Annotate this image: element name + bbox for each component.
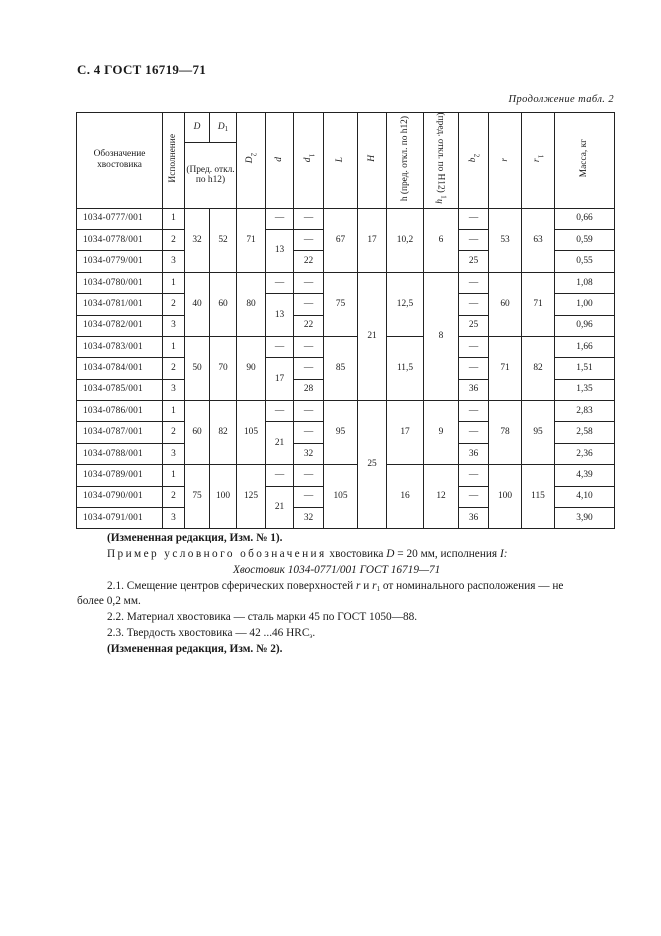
d1-cell: 22 bbox=[294, 315, 324, 336]
header-designation: Обозначение хвостовика bbox=[77, 113, 163, 209]
mass-cell: 2,36 bbox=[555, 443, 615, 464]
d-cell: 13 bbox=[266, 229, 294, 272]
h1-cell: 12 bbox=[424, 465, 459, 529]
d1-cell: — bbox=[294, 208, 324, 229]
d-cell: — bbox=[266, 465, 294, 486]
designation-cell: 1034-0785/001 bbox=[77, 379, 163, 400]
D2-cell: 90 bbox=[237, 336, 266, 400]
b2-cell: — bbox=[459, 422, 489, 443]
header-H: H bbox=[358, 113, 387, 209]
example-lead: Пример условного обозначения bbox=[107, 548, 327, 560]
designation-cell: 1034-0786/001 bbox=[77, 401, 163, 422]
table-row bbox=[77, 336, 615, 357]
L-cell: 95 bbox=[324, 401, 358, 465]
d1-cell: — bbox=[294, 229, 324, 250]
r-cell: 60 bbox=[489, 272, 522, 336]
d1-cell: — bbox=[294, 336, 324, 357]
L-cell: 85 bbox=[324, 336, 358, 400]
execution-cell: 1 bbox=[163, 336, 185, 357]
designation-cell: 1034-0783/001 bbox=[77, 336, 163, 357]
header-L: L bbox=[324, 113, 358, 209]
b2-cell: — bbox=[459, 465, 489, 486]
designation-cell: 1034-0780/001 bbox=[77, 272, 163, 293]
h-cell: 16 bbox=[387, 465, 424, 529]
header-D: D bbox=[185, 113, 210, 143]
execution-cell: 1 bbox=[163, 272, 185, 293]
h1-cell: 9 bbox=[424, 401, 459, 465]
header-execution: Исполнение bbox=[163, 113, 185, 209]
d-cell: 13 bbox=[266, 294, 294, 337]
d1-cell: — bbox=[294, 486, 324, 507]
execution-cell: 3 bbox=[163, 251, 185, 272]
L-cell: 67 bbox=[324, 208, 358, 272]
mass-cell: 0,55 bbox=[555, 251, 615, 272]
D-cell: 75 bbox=[185, 465, 210, 529]
table-row bbox=[77, 272, 615, 293]
d1-cell: — bbox=[294, 465, 324, 486]
d1-cell: 22 bbox=[294, 251, 324, 272]
D-cell: 32 bbox=[185, 208, 210, 272]
item-2-2: 2.2. Материал хвостовика — сталь марки 45 по ГОСТ 1050—88. bbox=[107, 611, 418, 623]
H-cell: 21 bbox=[358, 272, 387, 400]
d-cell: — bbox=[266, 272, 294, 293]
execution-cell: 2 bbox=[163, 229, 185, 250]
h-cell: 10,2 bbox=[387, 208, 424, 272]
D1-cell: 100 bbox=[210, 465, 237, 529]
header-h1: h1 (пред. откл. по H12) bbox=[424, 113, 459, 209]
header-d: d bbox=[266, 113, 294, 209]
example-tail-b: = 20 мм, исполнения bbox=[397, 548, 498, 560]
b2-cell: 36 bbox=[459, 379, 489, 400]
header-mass: Масса, кг bbox=[555, 113, 615, 209]
header-h: h (пред. откл. по h12) bbox=[387, 113, 424, 209]
b2-cell: 25 bbox=[459, 315, 489, 336]
designation-cell: 1034-0788/001 bbox=[77, 443, 163, 464]
D1-cell: 70 bbox=[210, 336, 237, 400]
revision-note-1: (Измененная редакция, Изм. № 1). bbox=[107, 532, 283, 544]
d-cell: 17 bbox=[266, 358, 294, 401]
mass-cell: 3,90 bbox=[555, 508, 615, 529]
item-2-3: 2.3. Твердость хвостовика — 42 ...46 $HRC_э$. bbox=[107, 627, 316, 640]
b2-cell: — bbox=[459, 229, 489, 250]
designation-cell: 1034-0779/001 bbox=[77, 251, 163, 272]
mass-cell: 1,08 bbox=[555, 272, 615, 293]
d-cell: — bbox=[266, 401, 294, 422]
mass-cell: 4,39 bbox=[555, 465, 615, 486]
H-cell: 25 bbox=[358, 401, 387, 529]
b2-cell: 36 bbox=[459, 508, 489, 529]
d1-cell: 32 bbox=[294, 508, 324, 529]
r-cell: 78 bbox=[489, 401, 522, 465]
mass-cell: 1,51 bbox=[555, 358, 615, 379]
D1-cell: 52 bbox=[210, 208, 237, 272]
revision-note-2: (Измененная редакция, Изм. № 2). bbox=[107, 643, 283, 655]
execution-cell: 2 bbox=[163, 294, 185, 315]
header-b2: b2 bbox=[459, 113, 489, 209]
D2-cell: 125 bbox=[237, 465, 266, 529]
d1-cell: 32 bbox=[294, 443, 324, 464]
shank-dimensions-table bbox=[76, 112, 615, 529]
designation-cell: 1034-0778/001 bbox=[77, 229, 163, 250]
D1-cell: 82 bbox=[210, 401, 237, 465]
execution-cell: 3 bbox=[163, 443, 185, 464]
header-r1: r1 bbox=[522, 113, 555, 209]
execution-cell: 1 bbox=[163, 465, 185, 486]
mass-cell: 0,59 bbox=[555, 229, 615, 250]
D-cell: 40 bbox=[185, 272, 210, 336]
d-cell: 21 bbox=[266, 486, 294, 529]
mass-cell: 1,35 bbox=[555, 379, 615, 400]
h-cell: 11,5 bbox=[387, 336, 424, 400]
designation-cell: 1034-0784/001 bbox=[77, 358, 163, 379]
designation-cell: 1034-0787/001 bbox=[77, 422, 163, 443]
r1-cell: 82 bbox=[522, 336, 555, 400]
execution-cell: 2 bbox=[163, 422, 185, 443]
execution-cell: 3 bbox=[163, 315, 185, 336]
designation-cell: 1034-0789/001 bbox=[77, 465, 163, 486]
example-var-D: D bbox=[386, 548, 395, 560]
r-cell: 71 bbox=[489, 336, 522, 400]
D-cell: 60 bbox=[185, 401, 210, 465]
h-cell: 12,5 bbox=[387, 272, 424, 336]
d-cell: — bbox=[266, 336, 294, 357]
mass-cell: 4,10 bbox=[555, 486, 615, 507]
r1-cell: 95 bbox=[522, 401, 555, 465]
r1-cell: 63 bbox=[522, 208, 555, 272]
h1-cell: 6 bbox=[424, 208, 459, 272]
D2-cell: 105 bbox=[237, 401, 266, 465]
execution-cell: 1 bbox=[163, 401, 185, 422]
H-cell: 17 bbox=[358, 208, 387, 272]
r1-cell: 115 bbox=[522, 465, 555, 529]
b2-cell: — bbox=[459, 358, 489, 379]
r1-cell: 71 bbox=[522, 272, 555, 336]
header-D2: D2 bbox=[237, 113, 266, 209]
header-r: r bbox=[489, 113, 522, 209]
b2-cell: — bbox=[459, 336, 489, 357]
L-cell: 105 bbox=[324, 465, 358, 529]
h1-cell: 8 bbox=[424, 272, 459, 400]
header-D-tolerance: (Пред. откл. по h12) bbox=[185, 143, 237, 208]
mass-cell: 0,66 bbox=[555, 208, 615, 229]
d1-cell: — bbox=[294, 272, 324, 293]
d-cell: 21 bbox=[266, 422, 294, 465]
b2-cell: 25 bbox=[459, 251, 489, 272]
b2-cell: — bbox=[459, 294, 489, 315]
mass-cell: 1,66 bbox=[555, 336, 615, 357]
item-2-1: 2.1. Смещение центров сферических поверхностей r и $r_1$ от номинального расположения — не bbox=[107, 580, 564, 593]
r-cell: 100 bbox=[489, 465, 522, 529]
D2-cell: 80 bbox=[237, 272, 266, 336]
D-cell: 50 bbox=[185, 336, 210, 400]
page-header: С. 4 ГОСТ 16719—71 bbox=[77, 62, 207, 77]
b2-cell: — bbox=[459, 401, 489, 422]
b2-cell: — bbox=[459, 486, 489, 507]
table-row bbox=[77, 465, 615, 486]
mass-cell: 0,96 bbox=[555, 315, 615, 336]
header-d1: d1 bbox=[294, 113, 324, 209]
mass-cell: 2,83 bbox=[555, 401, 615, 422]
execution-cell: 1 bbox=[163, 208, 185, 229]
b2-cell: — bbox=[459, 208, 489, 229]
d1-cell: — bbox=[294, 358, 324, 379]
b2-cell: — bbox=[459, 272, 489, 293]
execution-cell: 2 bbox=[163, 486, 185, 507]
designation-cell: 1034-0777/001 bbox=[77, 208, 163, 229]
execution-cell: 3 bbox=[163, 508, 185, 529]
mass-cell: 1,00 bbox=[555, 294, 615, 315]
r-cell: 53 bbox=[489, 208, 522, 272]
d-cell: — bbox=[266, 208, 294, 229]
execution-cell: 3 bbox=[163, 379, 185, 400]
table-row bbox=[77, 208, 615, 229]
designation-cell: 1034-0790/001 bbox=[77, 486, 163, 507]
example-var-I: I: bbox=[499, 548, 508, 560]
d1-cell: 28 bbox=[294, 379, 324, 400]
table-row bbox=[77, 401, 615, 422]
D2-cell: 71 bbox=[237, 208, 266, 272]
header-D1: $D_1$ bbox=[210, 113, 237, 143]
D1-cell: 60 bbox=[210, 272, 237, 336]
table-continuation-caption: Продолжение табл. 2 bbox=[508, 94, 614, 105]
designation-cell: 1034-0781/001 bbox=[77, 294, 163, 315]
d1-cell: — bbox=[294, 422, 324, 443]
designation-cell: 1034-0791/001 bbox=[77, 508, 163, 529]
example-designation: Хвостовик 1034-0771/001 ГОСТ 16719—71 bbox=[233, 564, 441, 576]
example-line bbox=[107, 548, 507, 560]
d1-cell: — bbox=[294, 401, 324, 422]
d1-cell: — bbox=[294, 294, 324, 315]
L-cell: 75 bbox=[324, 272, 358, 336]
h-cell: 17 bbox=[387, 401, 424, 465]
item-2-1-continued: более 0,2 мм. bbox=[77, 595, 141, 607]
example-tail-a: хвостовика bbox=[329, 548, 384, 560]
mass-cell: 2,58 bbox=[555, 422, 615, 443]
designation-cell: 1034-0782/001 bbox=[77, 315, 163, 336]
execution-cell: 2 bbox=[163, 358, 185, 379]
b2-cell: 36 bbox=[459, 443, 489, 464]
